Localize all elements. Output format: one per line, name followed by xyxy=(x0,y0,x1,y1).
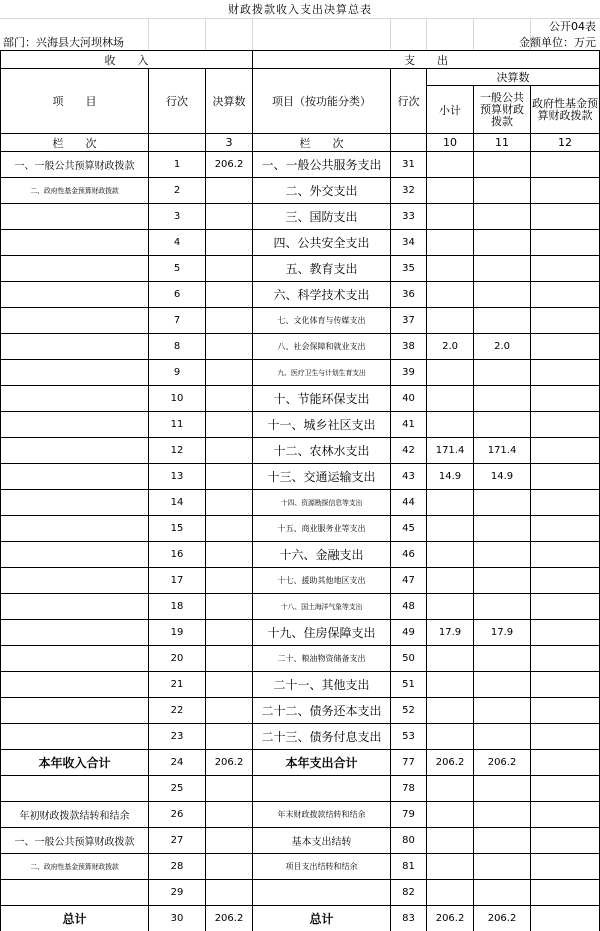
gov-fund-cell xyxy=(531,516,600,542)
income-amount-cell xyxy=(206,308,253,334)
income-amount-cell xyxy=(206,386,253,412)
income-amount-cell xyxy=(206,568,253,594)
expense-item-cell: 十、节能环保支出 xyxy=(253,386,391,412)
expense-row-no-cell: 38 xyxy=(391,334,427,360)
table-row xyxy=(1,776,600,802)
subtotal-cell xyxy=(427,724,474,750)
subtotal-cell xyxy=(427,204,474,230)
subtotal-cell: 14.9 xyxy=(427,464,474,490)
income-row-no-cell: 22 xyxy=(149,698,206,724)
income-item-cell xyxy=(1,672,149,698)
gov-fund-cell xyxy=(531,204,600,230)
income-item-cell xyxy=(1,256,149,282)
table-row xyxy=(1,308,600,334)
expense-row-no-cell: 39 xyxy=(391,360,427,386)
expense-item-cell: 二十三、债务付息支出 xyxy=(253,724,391,750)
general-budget-cell xyxy=(474,490,531,516)
general-budget-cell xyxy=(474,204,531,230)
income-row-no-cell: 20 xyxy=(149,646,206,672)
income-amount-cell xyxy=(206,698,253,724)
subtotal-cell: 17.9 xyxy=(427,620,474,646)
income-row-no-cell: 16 xyxy=(149,542,206,568)
subtotal-cell: 206.2 xyxy=(427,906,474,931)
income-row-no-cell: 23 xyxy=(149,724,206,750)
table-row xyxy=(1,542,600,568)
gov-fund-cell xyxy=(531,646,600,672)
income-row-no-cell: 21 xyxy=(149,672,206,698)
expense-row-no-cell: 45 xyxy=(391,516,427,542)
income-row-no-cell: 9 xyxy=(149,360,206,386)
table-row xyxy=(1,906,600,931)
income-amount-cell xyxy=(206,412,253,438)
item-by-function-header: 项目（按功能分类） xyxy=(253,69,391,134)
income-item-cell: 一、一般公共预算财政拨款 xyxy=(1,152,149,178)
income-item-cell xyxy=(1,542,149,568)
expense-item-cell: 二十一、其他支出 xyxy=(253,672,391,698)
expense-item-cell: 三、国防支出 xyxy=(253,204,391,230)
income-item-cell: 本年收入合计 xyxy=(1,750,149,776)
item-header: 项 目 xyxy=(1,69,149,134)
expense-row-no-cell: 34 xyxy=(391,230,427,256)
expense-row-no-cell: 44 xyxy=(391,490,427,516)
expense-item-cell: 十五、商业服务业等支出 xyxy=(253,516,391,542)
income-row-no-cell: 5 xyxy=(149,256,206,282)
income-item-cell: 年初财政拨款结转和结余 xyxy=(1,802,149,828)
expense-row-no-cell: 46 xyxy=(391,542,427,568)
expense-item-cell: 十二、农林水支出 xyxy=(253,438,391,464)
subtotal-cell xyxy=(427,308,474,334)
gov-fund-cell xyxy=(531,230,600,256)
col-9 xyxy=(391,134,427,152)
income-item-cell xyxy=(1,646,149,672)
income-row-no-cell: 13 xyxy=(149,464,206,490)
general-budget-cell xyxy=(474,568,531,594)
subtotal-cell: 171.4 xyxy=(427,438,474,464)
expense-item-cell: 一、一般公共服务支出 xyxy=(253,152,391,178)
table-row xyxy=(1,724,600,750)
expense-row-no-cell: 53 xyxy=(391,724,427,750)
table-row xyxy=(1,802,600,828)
expense-row-no-cell: 35 xyxy=(391,256,427,282)
table-row xyxy=(1,412,600,438)
income-row-no-cell: 29 xyxy=(149,880,206,906)
subtotal-cell xyxy=(427,178,474,204)
table-row xyxy=(1,360,600,386)
table-row xyxy=(1,178,600,204)
expense-item-cell: 十六、金融支出 xyxy=(253,542,391,568)
expense-item-cell: 本年支出合计 xyxy=(253,750,391,776)
income-item-cell xyxy=(1,464,149,490)
expense-row-no-cell: 36 xyxy=(391,282,427,308)
table-row xyxy=(1,438,600,464)
subtotal-cell xyxy=(427,776,474,802)
income-row-no-cell: 19 xyxy=(149,620,206,646)
expense-row-no-cell: 47 xyxy=(391,568,427,594)
subtotal-cell xyxy=(427,594,474,620)
table-row xyxy=(1,880,600,906)
expense-row-no-cell: 41 xyxy=(391,412,427,438)
subtotal-cell xyxy=(427,516,474,542)
gov-fund-cell xyxy=(531,594,600,620)
gov-fund-cell xyxy=(531,308,600,334)
table-row xyxy=(1,594,600,620)
income-item-cell xyxy=(1,204,149,230)
table-row xyxy=(1,152,600,178)
budget-table xyxy=(0,50,600,931)
expense-item-cell: 六、科学技术支出 xyxy=(253,282,391,308)
income-header: 收 入 xyxy=(1,51,253,69)
income-row-no-cell: 2 xyxy=(149,178,206,204)
general-budget-cell xyxy=(474,698,531,724)
gov-fund-cell xyxy=(531,412,600,438)
expense-row-no-cell: 32 xyxy=(391,178,427,204)
table-row xyxy=(1,698,600,724)
general-budget-cell xyxy=(474,230,531,256)
gov-fund-cell xyxy=(531,880,600,906)
table-row xyxy=(1,854,600,880)
income-item-cell xyxy=(1,620,149,646)
general-budget-cell xyxy=(474,776,531,802)
general-budget-cell: 14.9 xyxy=(474,464,531,490)
income-row-no-cell: 4 xyxy=(149,230,206,256)
gov-fund-cell xyxy=(531,152,600,178)
subtotal-cell: 206.2 xyxy=(427,750,474,776)
subtotal-cell xyxy=(427,230,474,256)
table-row xyxy=(1,516,600,542)
expense-row-no-cell: 51 xyxy=(391,672,427,698)
col-10: 10 xyxy=(427,134,474,152)
income-row-no-cell: 8 xyxy=(149,334,206,360)
gov-fund-cell xyxy=(531,854,600,880)
table-row xyxy=(1,828,600,854)
department-label: 部门：兴海县大河坝林场 xyxy=(3,36,124,49)
income-item-cell xyxy=(1,594,149,620)
col-11: 11 xyxy=(474,134,531,152)
income-amount-cell: 206.2 xyxy=(206,152,253,178)
general-budget-cell xyxy=(474,646,531,672)
subtotal-cell xyxy=(427,854,474,880)
subtotal-cell xyxy=(427,152,474,178)
income-item-cell xyxy=(1,412,149,438)
income-amount-cell xyxy=(206,880,253,906)
gov-fund-cell xyxy=(531,672,600,698)
income-item-cell xyxy=(1,516,149,542)
final-amount-group-header: 决算数 xyxy=(427,69,600,86)
column-label-2: 栏 次 xyxy=(253,134,391,152)
expense-row-no-cell: 31 xyxy=(391,152,427,178)
income-amount-cell xyxy=(206,516,253,542)
expense-item-cell: 二十、粮油物资储备支出 xyxy=(253,646,391,672)
expense-item-cell: 二、外交支出 xyxy=(253,178,391,204)
expense-row-no-cell: 82 xyxy=(391,880,427,906)
gov-fund-cell xyxy=(531,906,600,931)
income-item-cell xyxy=(1,386,149,412)
income-amount-cell xyxy=(206,724,253,750)
expense-item-cell: 二十二、债务还本支出 xyxy=(253,698,391,724)
income-item-cell xyxy=(1,360,149,386)
row-no2-header: 行次 xyxy=(391,69,427,134)
gov-fund-cell xyxy=(531,360,600,386)
table-row xyxy=(1,204,600,230)
subtotal-cell: 2.0 xyxy=(427,334,474,360)
income-item-cell xyxy=(1,698,149,724)
table-row xyxy=(1,386,600,412)
income-amount-cell: 206.2 xyxy=(206,750,253,776)
subtotal-cell xyxy=(427,698,474,724)
general-budget-cell xyxy=(474,854,531,880)
expense-row-no-cell: 43 xyxy=(391,464,427,490)
income-amount-cell: 206.2 xyxy=(206,906,253,931)
expense-item-cell xyxy=(253,880,391,906)
income-amount-cell xyxy=(206,490,253,516)
subtotal-cell xyxy=(427,490,474,516)
subtotal-cell xyxy=(427,646,474,672)
gov-fund-cell xyxy=(531,776,600,802)
subtotal-header: 小计 xyxy=(427,86,474,134)
subtotal-cell xyxy=(427,880,474,906)
income-amount-cell xyxy=(206,282,253,308)
subtotal-cell xyxy=(427,568,474,594)
income-amount-cell xyxy=(206,828,253,854)
general-budget-cell xyxy=(474,802,531,828)
subtotal-cell xyxy=(427,672,474,698)
general-budget-cell xyxy=(474,412,531,438)
expense-row-no-cell: 49 xyxy=(391,620,427,646)
income-item-cell xyxy=(1,490,149,516)
income-item-cell: 一、一般公共预算财政拨款 xyxy=(1,828,149,854)
expense-row-no-cell: 77 xyxy=(391,750,427,776)
gov-fund-cell xyxy=(531,334,600,360)
income-row-no-cell: 18 xyxy=(149,594,206,620)
income-row-no-cell: 12 xyxy=(149,438,206,464)
expense-item-cell: 年末财政拨款结转和结余 xyxy=(253,802,391,828)
income-row-no-cell: 11 xyxy=(149,412,206,438)
general-budget-cell xyxy=(474,282,531,308)
income-amount-cell xyxy=(206,802,253,828)
income-row-no-cell: 26 xyxy=(149,802,206,828)
income-row-no-cell: 30 xyxy=(149,906,206,931)
table-row xyxy=(1,282,600,308)
income-row-no-cell: 1 xyxy=(149,152,206,178)
table-row xyxy=(1,672,600,698)
income-item-cell xyxy=(1,776,149,802)
gov-fund-cell xyxy=(531,724,600,750)
general-budget-cell xyxy=(474,256,531,282)
expense-row-no-cell: 40 xyxy=(391,386,427,412)
income-amount-cell xyxy=(206,854,253,880)
general-budget-cell: 206.2 xyxy=(474,750,531,776)
expense-item-cell: 八、社会保障和就业支出 xyxy=(253,334,391,360)
income-amount-cell xyxy=(206,256,253,282)
income-amount-cell xyxy=(206,334,253,360)
income-row-no-cell: 27 xyxy=(149,828,206,854)
income-amount-cell xyxy=(206,204,253,230)
gov-fund-cell xyxy=(531,178,600,204)
income-amount-cell xyxy=(206,464,253,490)
income-item-cell xyxy=(1,308,149,334)
col-2 xyxy=(149,134,206,152)
general-budget-cell xyxy=(474,308,531,334)
income-amount-cell xyxy=(206,542,253,568)
expense-item-cell: 十九、住房保障支出 xyxy=(253,620,391,646)
income-row-no-cell: 28 xyxy=(149,854,206,880)
income-item-cell: 总计 xyxy=(1,906,149,931)
income-amount-cell xyxy=(206,646,253,672)
income-row-no-cell: 15 xyxy=(149,516,206,542)
table-row xyxy=(1,256,600,282)
general-budget-cell xyxy=(474,152,531,178)
table-row xyxy=(1,464,600,490)
income-amount-cell xyxy=(206,594,253,620)
gov-fund-header: 政府性基金预算财政拨款 xyxy=(531,86,600,134)
expense-item-cell: 十四、资源勘探信息等支出 xyxy=(253,490,391,516)
expense-item-cell: 十一、城乡社区支出 xyxy=(253,412,391,438)
general-budget-cell: 206.2 xyxy=(474,906,531,931)
income-item-cell: 二、政府性基金预算财政拨款 xyxy=(1,854,149,880)
form-code: 公开04表 xyxy=(549,20,596,33)
expense-row-no-cell: 78 xyxy=(391,776,427,802)
income-row-no-cell: 6 xyxy=(149,282,206,308)
expense-item-cell: 九、医疗卫生与计划生育支出 xyxy=(253,360,391,386)
row-no-header: 行次 xyxy=(149,69,206,134)
income-item-cell xyxy=(1,724,149,750)
income-row-no-cell: 25 xyxy=(149,776,206,802)
income-item-cell xyxy=(1,334,149,360)
column-label: 栏 次 xyxy=(1,134,149,152)
income-amount-cell xyxy=(206,230,253,256)
expense-item-cell xyxy=(253,776,391,802)
income-amount-cell xyxy=(206,672,253,698)
col-12: 12 xyxy=(531,134,600,152)
expense-item-cell: 总计 xyxy=(253,906,391,931)
income-row-no-cell: 10 xyxy=(149,386,206,412)
income-row-no-cell: 3 xyxy=(149,204,206,230)
subtotal-cell xyxy=(427,386,474,412)
expense-row-no-cell: 80 xyxy=(391,828,427,854)
expense-row-no-cell: 33 xyxy=(391,204,427,230)
general-budget-cell xyxy=(474,516,531,542)
general-budget-cell: 2.0 xyxy=(474,334,531,360)
income-row-no-cell: 7 xyxy=(149,308,206,334)
income-amount-cell xyxy=(206,438,253,464)
income-item-cell xyxy=(1,230,149,256)
subtotal-cell xyxy=(427,542,474,568)
general-budget-cell xyxy=(474,828,531,854)
general-budget-cell xyxy=(474,542,531,568)
expense-row-no-cell: 81 xyxy=(391,854,427,880)
gov-fund-cell xyxy=(531,828,600,854)
income-item-cell xyxy=(1,282,149,308)
gov-fund-cell xyxy=(531,802,600,828)
table-row xyxy=(1,230,600,256)
general-budget-cell xyxy=(474,178,531,204)
table-row xyxy=(1,334,600,360)
general-budget-cell xyxy=(474,880,531,906)
table-row xyxy=(1,490,600,516)
expense-item-cell: 四、公共安全支出 xyxy=(253,230,391,256)
subtotal-cell xyxy=(427,828,474,854)
gov-fund-cell xyxy=(531,750,600,776)
general-budget-cell: 171.4 xyxy=(474,438,531,464)
gov-fund-cell xyxy=(531,386,600,412)
expense-item-cell: 基本支出结转 xyxy=(253,828,391,854)
income-item-cell xyxy=(1,568,149,594)
income-item-cell: 二、政府性基金预算财政拨款 xyxy=(1,178,149,204)
income-row-no-cell: 14 xyxy=(149,490,206,516)
general-budget-cell xyxy=(474,594,531,620)
general-budget-header: 一般公共预算财政拨款 xyxy=(474,86,531,134)
final-amount-header: 决算数 xyxy=(206,69,253,134)
expense-row-no-cell: 52 xyxy=(391,698,427,724)
income-amount-cell xyxy=(206,776,253,802)
subtotal-cell xyxy=(427,256,474,282)
table-row xyxy=(1,620,600,646)
gov-fund-cell xyxy=(531,698,600,724)
income-row-no-cell: 24 xyxy=(149,750,206,776)
expense-header: 支 出 xyxy=(253,51,600,69)
expense-row-no-cell: 79 xyxy=(391,802,427,828)
expense-row-no-cell: 37 xyxy=(391,308,427,334)
report-title: 财政拨款收入支出决算总表 xyxy=(228,3,372,16)
expense-row-no-cell: 42 xyxy=(391,438,427,464)
gov-fund-cell xyxy=(531,568,600,594)
general-budget-cell xyxy=(474,386,531,412)
expense-item-cell: 项目支出结转和结余 xyxy=(253,854,391,880)
expense-item-cell: 七、文化体育与传媒支出 xyxy=(253,308,391,334)
expense-item-cell: 五、教育支出 xyxy=(253,256,391,282)
expense-item-cell: 十三、交通运输支出 xyxy=(253,464,391,490)
income-amount-cell xyxy=(206,178,253,204)
subtotal-cell xyxy=(427,802,474,828)
general-budget-cell xyxy=(474,672,531,698)
gov-fund-cell xyxy=(531,490,600,516)
expense-item-cell: 十八、国土海洋气象等支出 xyxy=(253,594,391,620)
income-item-cell xyxy=(1,438,149,464)
table-row xyxy=(1,750,600,776)
general-budget-cell xyxy=(474,360,531,386)
table-row xyxy=(1,568,600,594)
unit-label: 金额单位：万元 xyxy=(519,36,596,49)
subtotal-cell xyxy=(427,360,474,386)
general-budget-cell xyxy=(474,724,531,750)
expense-row-no-cell: 50 xyxy=(391,646,427,672)
gov-fund-cell xyxy=(531,542,600,568)
income-item-cell xyxy=(1,880,149,906)
gov-fund-cell xyxy=(531,620,600,646)
gov-fund-cell xyxy=(531,464,600,490)
income-row-no-cell: 17 xyxy=(149,568,206,594)
expense-row-no-cell: 83 xyxy=(391,906,427,931)
gov-fund-cell xyxy=(531,282,600,308)
income-amount-cell xyxy=(206,360,253,386)
table-row xyxy=(1,646,600,672)
subtotal-cell xyxy=(427,412,474,438)
expense-row-no-cell: 48 xyxy=(391,594,427,620)
expense-item-cell: 十七、援助其他地区支出 xyxy=(253,568,391,594)
col-3: 3 xyxy=(206,134,253,152)
gov-fund-cell xyxy=(531,438,600,464)
income-amount-cell xyxy=(206,620,253,646)
subtotal-cell xyxy=(427,282,474,308)
general-budget-cell: 17.9 xyxy=(474,620,531,646)
gov-fund-cell xyxy=(531,256,600,282)
